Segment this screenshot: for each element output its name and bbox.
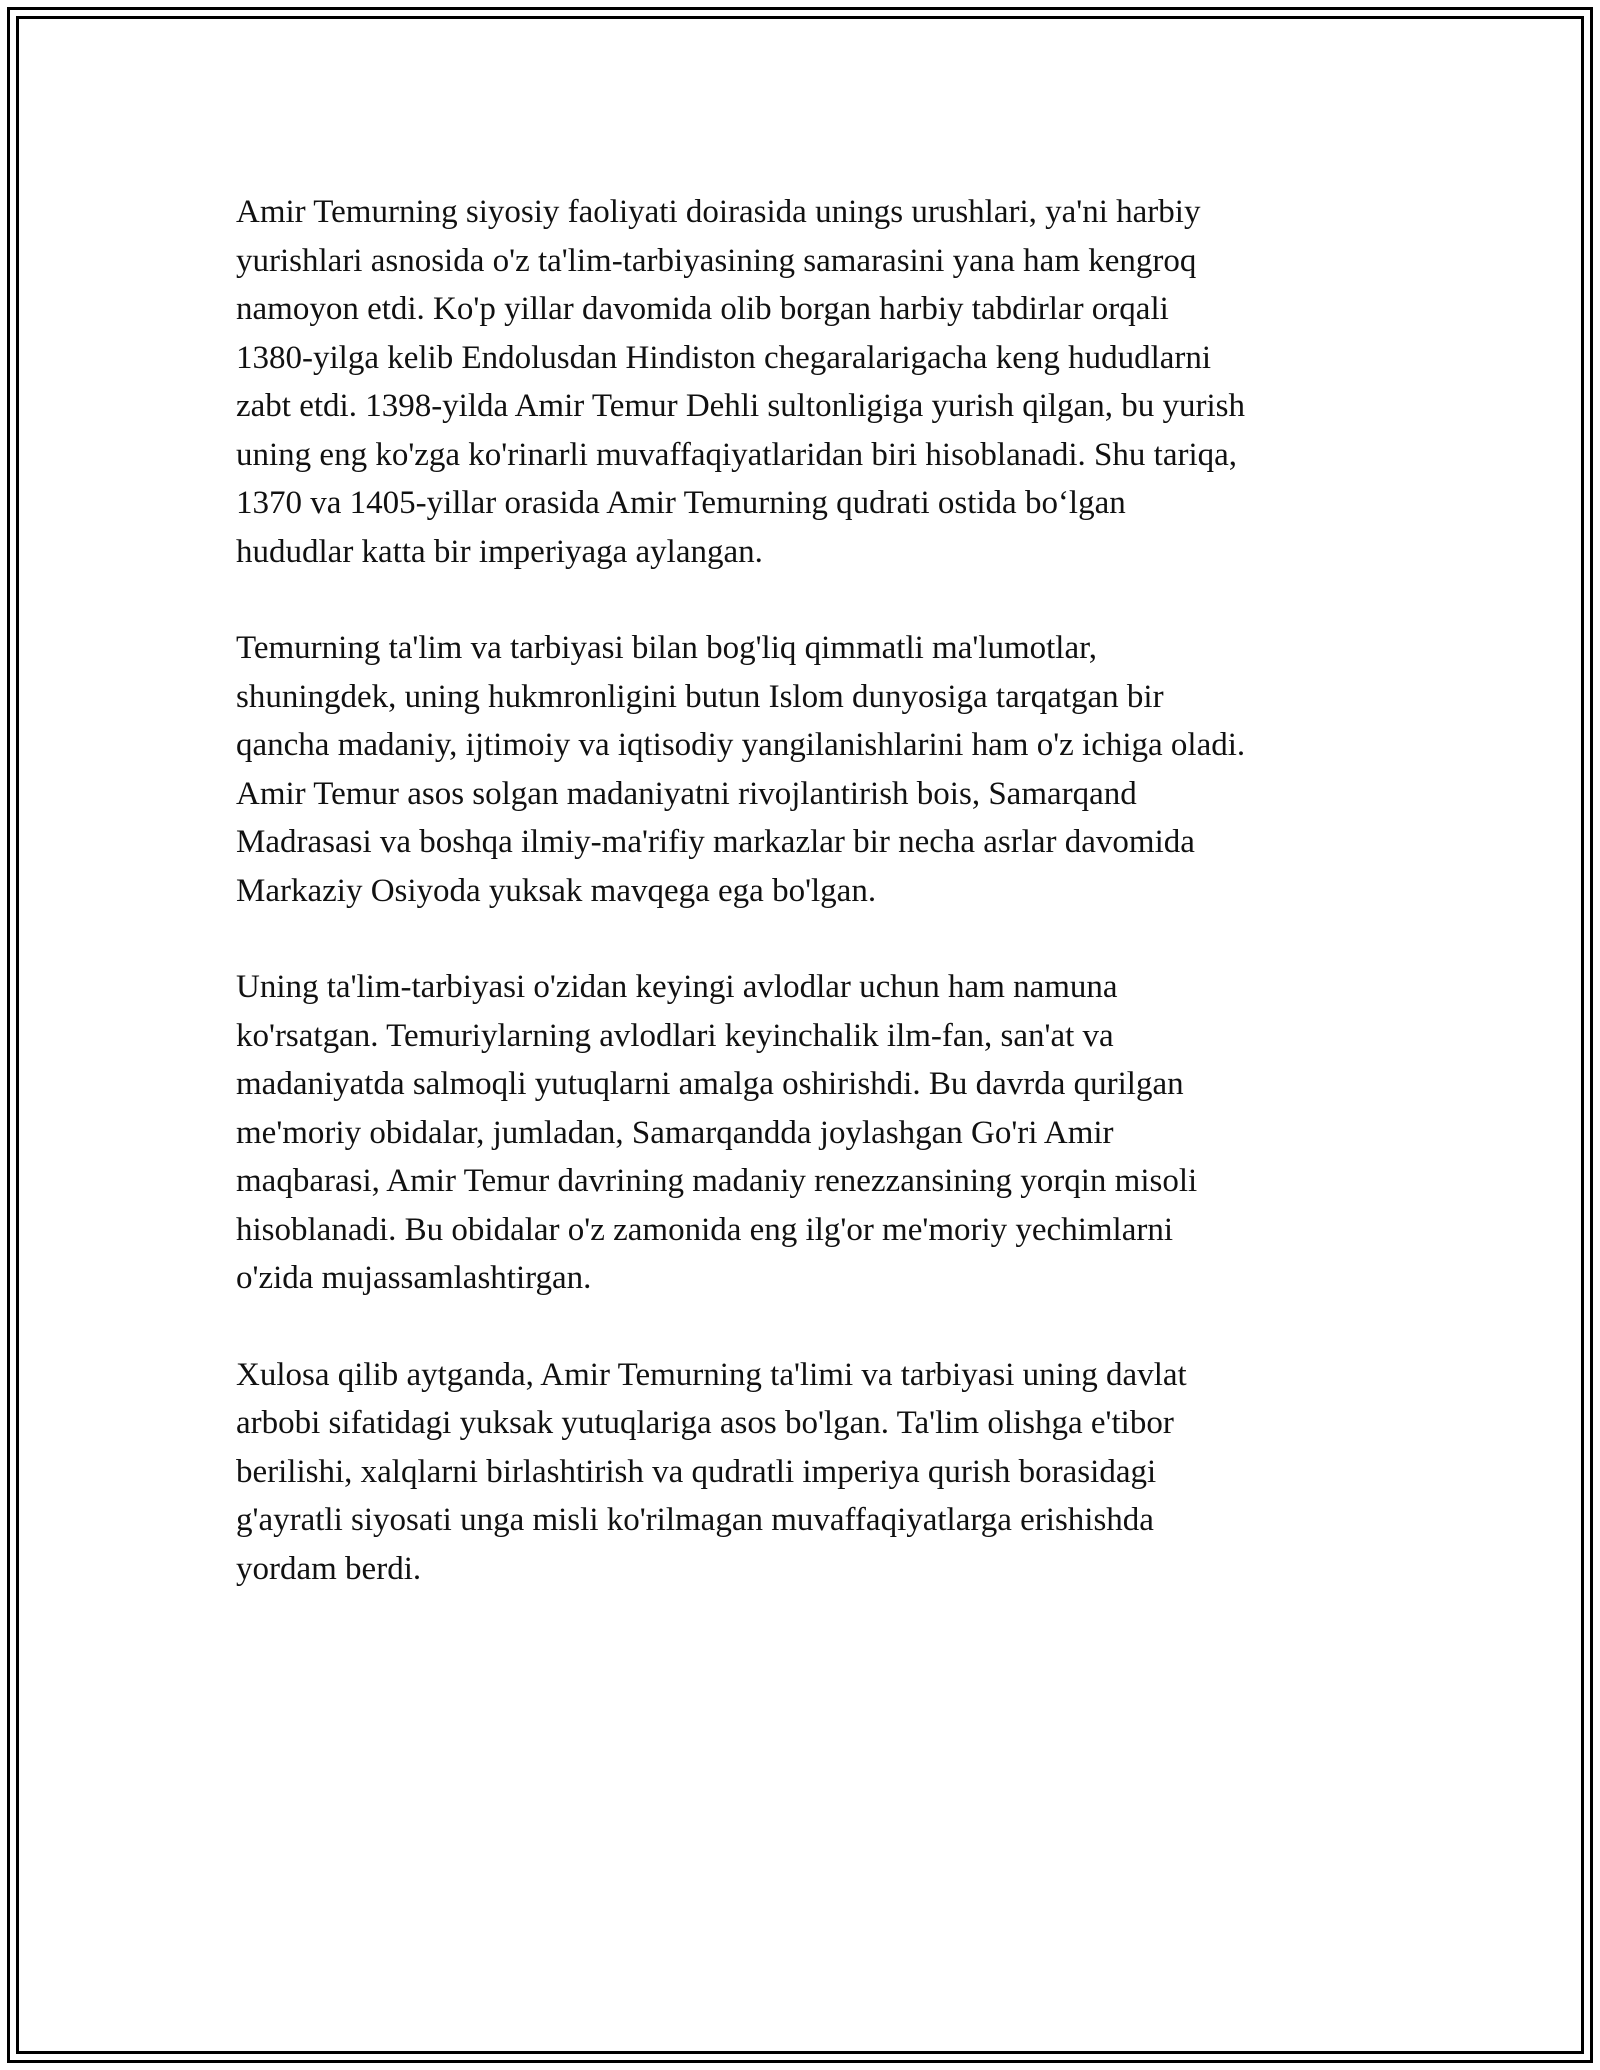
paragraph-2 <box>236 624 1376 915</box>
text-line: 1380-yilga kelib Endolusdan Hindiston chegaralarigacha keng hududlarni <box>236 339 1212 376</box>
text-line: maqbarasi, Amir Temur davrining madaniy renezzansining yorqin misoli <box>236 1163 1198 1199</box>
text-line: Markaziy Osiyoda yuksak mavqega ega bo'lgan. <box>236 872 877 909</box>
text-line: arbobi sifatidagi yuksak yutuqlariga asos bo'lgan. Ta'lim olishga e'tibor <box>236 1405 1174 1441</box>
text-line: hududlar katta bir imperiyaga aylangan. <box>236 533 763 570</box>
text-line: ko'rsatgan. Temuriylarning avlodlari keyinchalik ilm-fan, san'at va <box>236 1017 1114 1054</box>
text-line: madaniyatda salmoqli yutuqlarni amalga oshirishdi. Bu davrda qurilgan <box>236 1066 1184 1102</box>
text-line: hisoblanadi. Bu obidalar o'z zamonida eng ilg'or me'moriy yechimlarni <box>236 1211 1174 1248</box>
text-line: Temurning ta'lim va tarbiyasi bilan bog'liq qimmatli ma'lumotlar, <box>236 630 1098 666</box>
text-line: g'ayratli siyosati unga misli ko'rilmagan muvaffaqiyatlarga erishishda <box>236 1502 1154 1538</box>
text-line: namoyon etdi. Ko'p yillar davomida olib borgan harbiy tabdirlar orqali <box>236 291 1169 327</box>
paragraph-4 <box>236 1351 1376 1594</box>
text-line: Uning ta'lim-tarbiyasi o'zidan keyingi avlodlar uchun ham namuna <box>236 969 1118 1005</box>
document-body <box>236 188 1376 1641</box>
text-line: shuningdek, uning hukmronligini butun Islom dunyosiga tarqatgan bir <box>236 678 1164 715</box>
text-line: yurishlari asnosida o'z ta'lim-tarbiyasining samarasini yana ham kengroq <box>236 242 1197 279</box>
text-line: qancha madaniy, ijtimoiy va iqtisodiy yangilanishlarini ham o'z ichiga oladi. <box>236 727 1246 763</box>
text-line: Amir Temurning siyosiy faoliyati doirasida unings urushlari, ya'ni harbiy <box>236 194 1201 230</box>
text-line: uning eng ko'zga ko'rinarli muvaffaqiyatlaridan biri hisoblanadi. Shu tariqa, <box>236 436 1238 473</box>
text-line: Xulosa qilib aytganda, Amir Temurning ta'limi va tarbiyasi uning davlat <box>236 1356 1187 1393</box>
paragraph-1 <box>236 188 1376 576</box>
text-line: Madrasasi va boshqa ilmiy-ma'rifiy markazlar bir necha asrlar davomida <box>236 824 1195 860</box>
text-line: zabt etdi. 1398-yilda Amir Temur Dehli sultonligiga yurish qilgan, bu yurish <box>236 388 1245 424</box>
text-line: me'moriy obidalar, jumladan, Samarqandda joylashgan Go'ri Amir <box>236 1114 1114 1151</box>
text-line: berilishi, xalqlarni birlashtirish va qudratli imperiya qurish borasidagi <box>236 1453 1157 1490</box>
paragraph-3 <box>236 963 1376 1303</box>
text-line: 1370 va 1405-yillar orasida Amir Temurning qudrati ostida bo‘lgan <box>236 485 1126 521</box>
text-line: Amir Temur asos solgan madaniyatni rivojlantirish bois, Samarqand <box>236 775 1137 812</box>
text-line: yordam berdi. <box>236 1550 422 1587</box>
text-line: o'zida mujassamlashtirgan. <box>236 1260 592 1296</box>
